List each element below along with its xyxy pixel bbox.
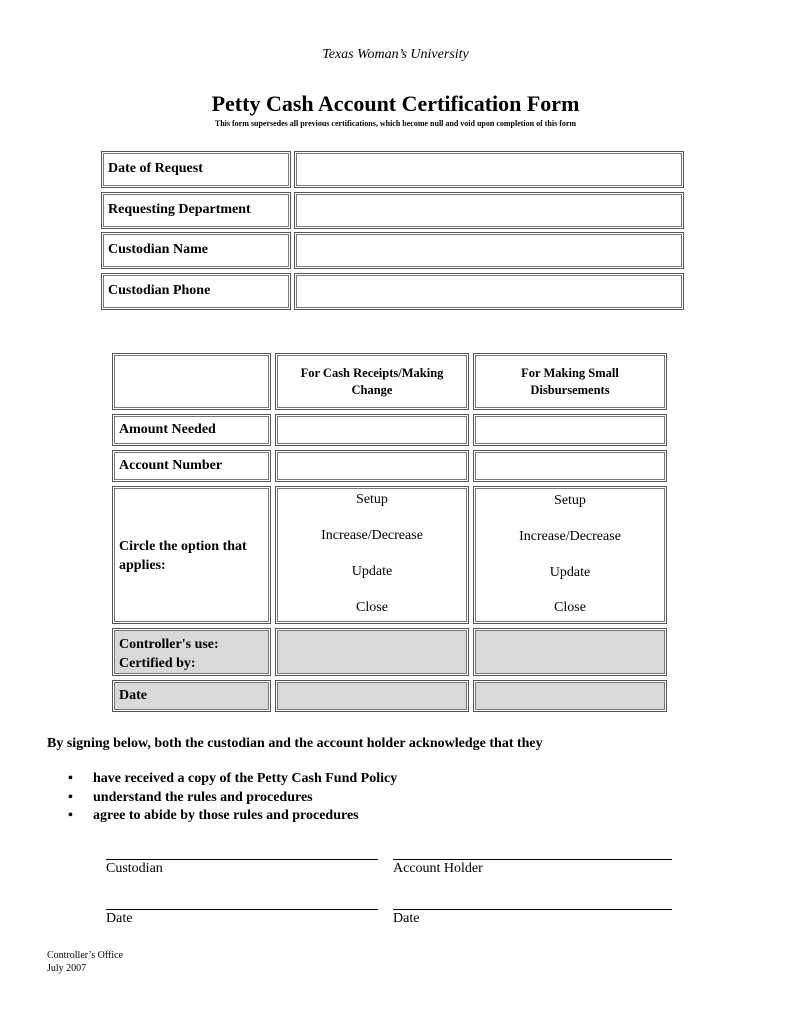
account-holder-signature-line[interactable] <box>393 859 672 860</box>
custodian-signature-line[interactable] <box>106 859 378 860</box>
controller-date-cash-field[interactable] <box>275 680 469 712</box>
bullet-dot: • <box>68 808 73 823</box>
circle-option-label-cell <box>112 486 271 624</box>
disbursement-option-setup[interactable]: Setup <box>554 493 586 508</box>
circle-option-label: Circle the option that applies: <box>119 539 247 573</box>
amount-needed-label: Amount Needed <box>119 422 216 437</box>
disbursement-option-update[interactable]: Update <box>549 565 591 580</box>
footer-date: July 2007 <box>47 963 87 974</box>
custodian-signature-label: Custodian <box>106 861 163 876</box>
controller-date-label: Date <box>119 688 147 703</box>
account-number-disbursement-field[interactable] <box>473 450 667 482</box>
custodian-phone-label: Custodian Phone <box>108 283 211 298</box>
amount-needed-cash-field[interactable] <box>275 414 469 446</box>
col-header-small-disbursements <box>473 353 667 410</box>
account-number-label-cell <box>112 450 271 482</box>
institution-name: Texas Woman’s University <box>322 47 469 62</box>
controller-date-label-cell <box>112 680 271 712</box>
cash-option-increase-decrease[interactable]: Increase/Decrease <box>321 528 423 543</box>
requesting-department-label: Requesting Department <box>108 202 251 217</box>
cash-option-setup[interactable]: Setup <box>356 492 388 507</box>
date-of-request-field[interactable] <box>294 151 684 188</box>
amount-needed-disbursement-field[interactable] <box>473 414 667 446</box>
account-holder-signature-label: Account Holder <box>393 861 483 876</box>
bullet-item <box>68 771 397 787</box>
bullet-dot: • <box>68 771 73 786</box>
certified-by-cash-field[interactable] <box>275 628 469 676</box>
col-header-cash-receipts-text: For Cash Receipts/Making Change <box>300 366 444 397</box>
account-number-cash-field[interactable] <box>275 450 469 482</box>
bullet-item <box>68 808 359 824</box>
custodian-date-line[interactable] <box>106 909 378 910</box>
acknowledgement-intro: By signing below, both the custodian and the account holder acknowledge that they <box>47 736 543 751</box>
bullet-dot: • <box>68 790 73 805</box>
disbursement-option-increase-decrease[interactable]: Increase/Decrease <box>519 529 621 544</box>
bullet-item <box>68 790 313 806</box>
disbursement-options-cell <box>473 486 667 624</box>
bullet-text: have received a copy of the Petty Cash Fund Policy <box>93 771 398 786</box>
controller-use-label-cell <box>112 628 271 676</box>
disbursement-option-close[interactable]: Close <box>554 600 586 615</box>
bullet-text: understand the rules and procedures <box>93 790 313 805</box>
requesting-department-field[interactable] <box>294 192 684 229</box>
controller-use-label <box>119 635 266 673</box>
form-subtitle: This form supersedes all previous certifications, which become null and void upon completion of this form <box>214 119 577 128</box>
custodian-phone-label-cell <box>101 273 291 310</box>
bullet-text: agree to abide by those rules and procedures <box>93 808 359 823</box>
date-of-request-label: Date of Request <box>108 161 203 176</box>
account-number-label: Account Number <box>119 458 223 473</box>
footer-office: Controller’s Office <box>47 950 124 961</box>
custodian-name-field[interactable] <box>294 232 684 269</box>
form-title: Petty Cash Account Certification Form <box>211 91 580 116</box>
certified-by-disbursement-field[interactable] <box>473 628 667 676</box>
controller-use-text: Controller's use: <box>119 637 219 652</box>
cash-option-update[interactable]: Update <box>351 564 393 579</box>
col-header-cash-receipts <box>275 353 469 410</box>
date-of-request-label-cell <box>101 151 291 188</box>
amount-needed-label-cell <box>112 414 271 446</box>
requesting-department-label-cell <box>101 192 291 229</box>
custodian-date-label: Date <box>106 911 133 926</box>
col-header-small-disbursements-text: For Making Small Disbursements <box>521 366 619 397</box>
table-corner-cell <box>112 353 271 410</box>
custodian-name-label: Custodian Name <box>108 242 208 257</box>
custodian-phone-field[interactable] <box>294 273 684 310</box>
cash-option-close[interactable]: Close <box>356 600 388 615</box>
account-holder-date-label: Date <box>393 911 420 926</box>
custodian-name-label-cell <box>101 232 291 269</box>
controller-date-disbursement-field[interactable] <box>473 680 667 712</box>
account-holder-date-line[interactable] <box>393 909 672 910</box>
certified-by-text: Certified by: <box>119 656 196 671</box>
cash-options-cell <box>275 486 469 624</box>
